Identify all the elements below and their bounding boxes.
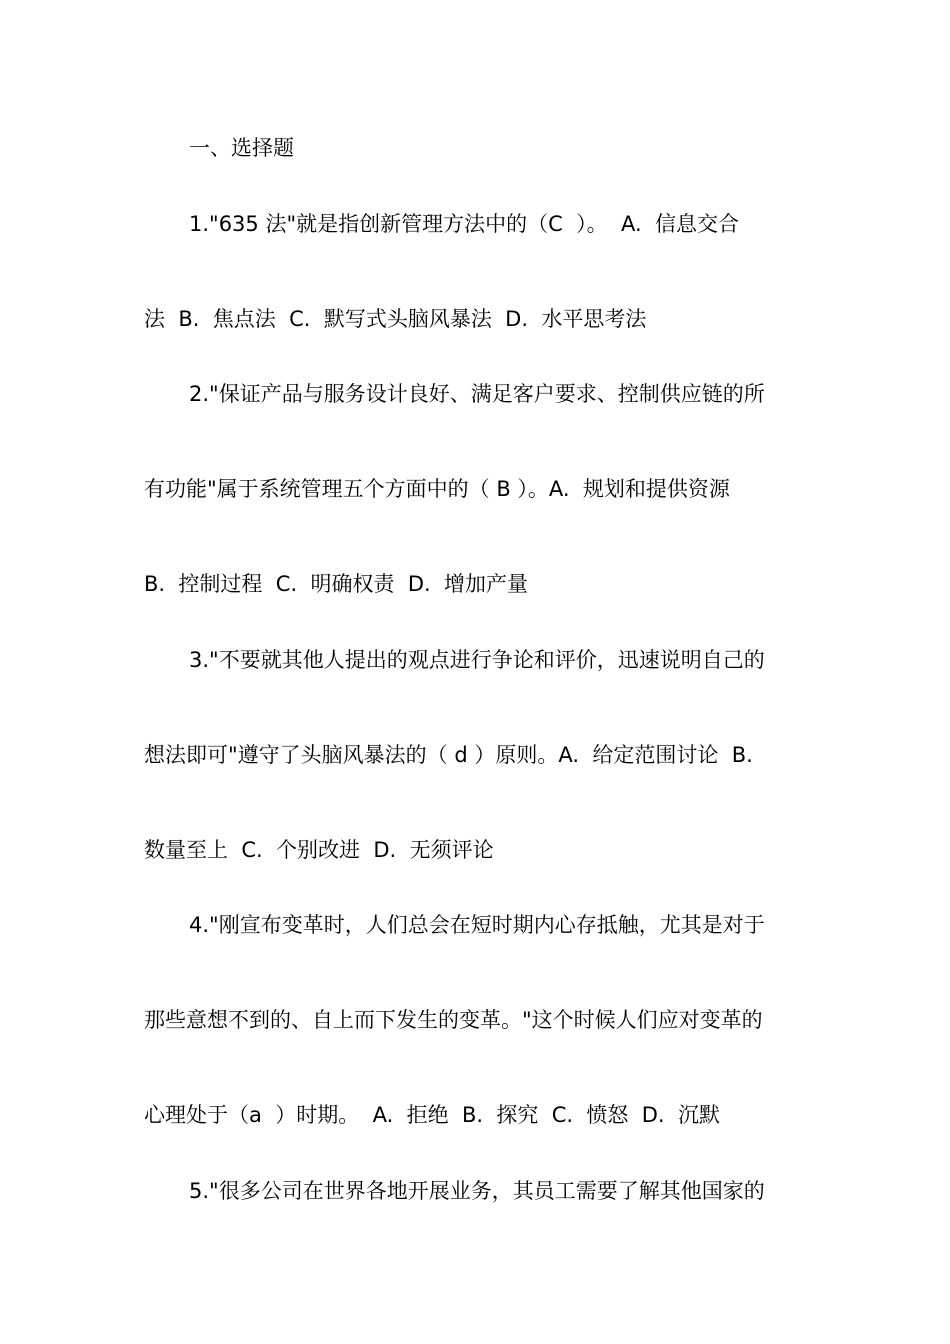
question-3-line-2: 想法即可"遵守了头脑风暴法的（ d ）原则。A. 给定范围讨论 B. — [144, 743, 753, 767]
question-4-line-2: 那些意想不到的、自上而下发生的变革。"这个时候人们应对变革的 — [144, 1008, 763, 1032]
question-1-line-2: 法 B. 焦点法 C. 默写式头脑风暴法 D. 水平思考法 — [144, 307, 647, 331]
question-3-line-3: 数量至上 C. 个别改进 D. 无须评论 — [144, 838, 494, 862]
question-2-line-2: 有功能"属于系统管理五个方面中的（ B ）。A. 规划和提供资源 — [144, 477, 730, 501]
question-2-line-3: B. 控制过程 C. 明确权责 D. 增加产量 — [144, 572, 529, 596]
question-3-line-1: 3."不要就其他人提出的观点进行争论和评价，迅速说明自己的 — [189, 648, 765, 672]
question-4-line-3: 心理处于（a ）时期。 A. 拒绝 B. 探究 C. 愤怒 D. 沉默 — [144, 1103, 720, 1127]
question-5-line-1: 5."很多公司在世界各地开展业务，其员工需要了解其他国家的 — [189, 1179, 765, 1203]
section-heading: 一、选择题 — [189, 136, 294, 160]
question-2-line-1: 2."保证产品与服务设计良好、满足客户要求、控制供应链的所 — [189, 382, 765, 406]
question-4-line-1: 4."刚宣布变革时，人们总会在短时期内心存抵触，尤其是对于 — [189, 913, 765, 937]
question-1-line-1: 1."635 法"就是指创新管理方法中的（C ）。 A. 信息交合 — [189, 212, 739, 236]
